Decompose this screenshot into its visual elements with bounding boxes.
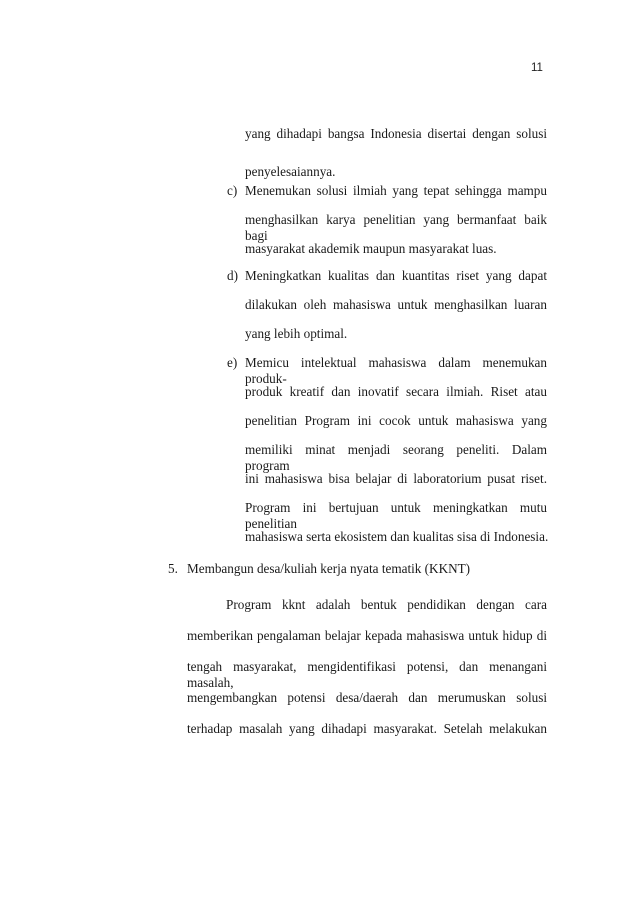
paragraph-line-2: memberikan pengalaman belajar kepada mahasiswa untuk hidup di bbox=[187, 628, 547, 643]
paragraph-line-1: Program kknt adalah bentuk pendidikan dengan cara bbox=[226, 597, 547, 612]
item-e-line-5: ini mahasiswa bisa belajar di laboratorium pusat riset. bbox=[245, 471, 547, 486]
item-e-line-2: produk kreatif dan inovatif secara ilmiah. Riset atau bbox=[245, 384, 547, 399]
item-e-line-4: memiliki minat menjadi seorang peneliti. Dalam program bbox=[245, 442, 547, 473]
paragraph-line-3: tengah masyarakat, mengidentifikasi potensi, dan menangani masalah, bbox=[187, 659, 547, 690]
item-d-line-1: Meningkatkan kualitas dan kuantitas riset yang dapat bbox=[245, 268, 547, 283]
item-d-line-3: yang lebih optimal. bbox=[245, 326, 348, 341]
page-number: 11 bbox=[531, 62, 543, 74]
paragraph-line-4: mengembangkan potensi desa/daerah dan merumuskan solusi bbox=[187, 690, 547, 705]
item-e-line-6: Program ini bertujuan untuk meningkatkan mutu penelitian bbox=[245, 500, 547, 531]
paragraph-line-5: terhadap masalah yang dihadapi masyarakat. Setelah melakukan bbox=[187, 721, 547, 736]
item-e-marker: e) bbox=[227, 355, 238, 370]
item-b-line-2: penyelesaiannya. bbox=[245, 164, 336, 179]
item-5-heading: Membangun desa/kuliah kerja nyata tematik (KKNT) bbox=[187, 561, 471, 576]
item-e-line-7: mahasiswa serta ekosistem dan kualitas sisa di Indonesia. bbox=[245, 529, 549, 544]
item-5-marker: 5. bbox=[168, 561, 178, 576]
item-c-line-2: menghasilkan karya penelitian yang bermanfaat baik bagi bbox=[245, 212, 547, 243]
item-e-line-1: Memicu intelektual mahasiswa dalam menemukan produk- bbox=[245, 355, 547, 386]
item-c-line-1: Menemukan solusi ilmiah yang tepat sehingga mampu bbox=[245, 183, 547, 198]
item-e-line-3: penelitian Program ini cocok untuk mahasiswa yang bbox=[245, 413, 547, 428]
item-c-line-3: masyarakat akademik maupun masyarakat luas. bbox=[245, 241, 497, 256]
item-c-marker: c) bbox=[227, 183, 238, 198]
item-b-line-1: yang dihadapi bangsa Indonesia disertai dengan solusi bbox=[245, 126, 547, 141]
item-d-line-2: dilakukan oleh mahasiswa untuk menghasilkan luaran bbox=[245, 297, 547, 312]
item-d-marker: d) bbox=[227, 268, 238, 283]
